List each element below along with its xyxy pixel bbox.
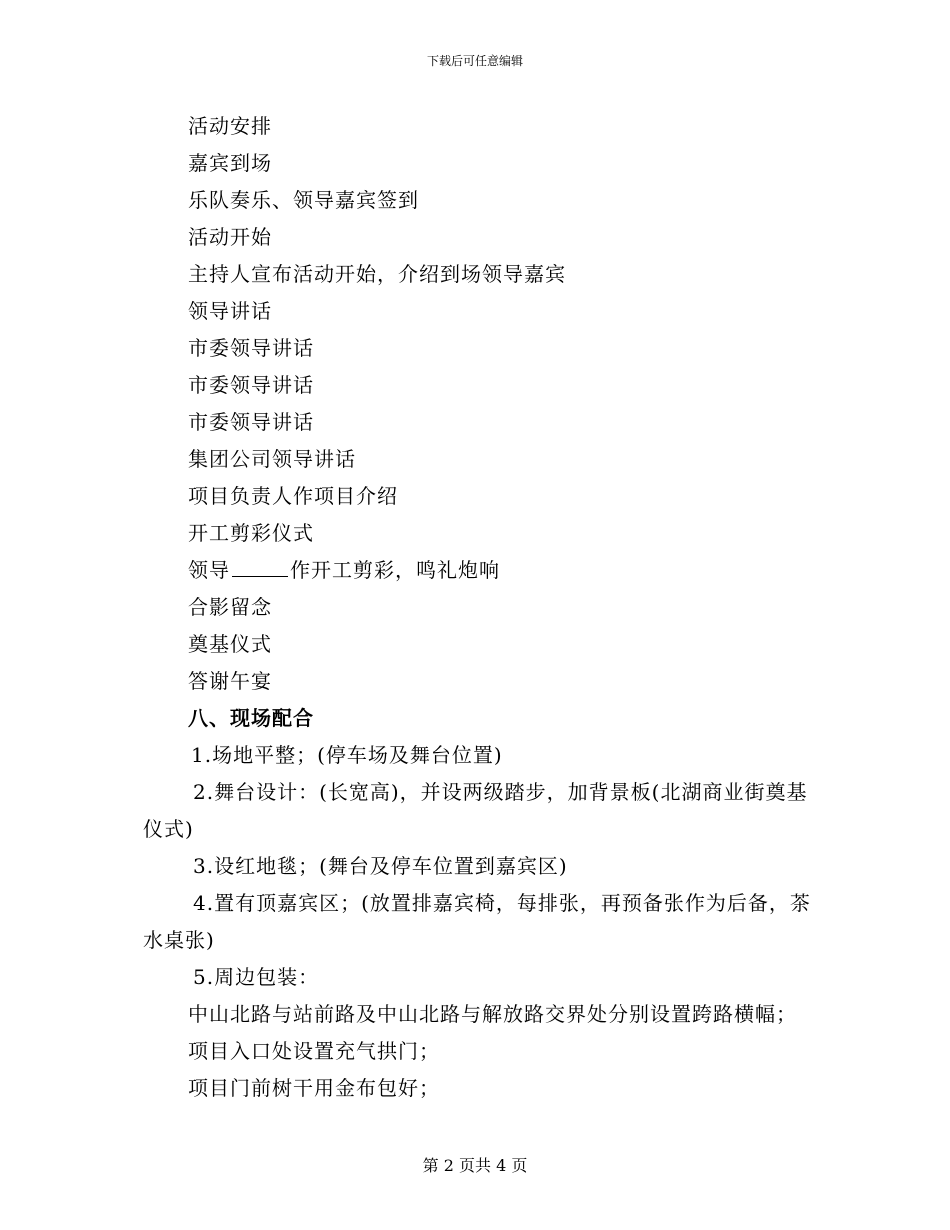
schedule-item: 奠基仪式 <box>188 632 272 656</box>
schedule-item: 活动开始 <box>188 225 272 249</box>
schedule-item: 集团公司领导讲话 <box>188 447 356 471</box>
schedule-item-ribbon <box>143 552 823 589</box>
paragraph-2: 2.舞台设计：(长宽高)，并设两级踏步，加背景板(北湖商业街奠基仪式) <box>143 780 808 841</box>
paragraph-5: 5.周边包装： <box>193 965 320 989</box>
paragraph-4: 4.置有顶嘉宾区；(放置排嘉宾椅，每排张，再预备张作为后备，茶水桌张) <box>143 891 811 952</box>
paragraph-3: 3.设红地毯；(舞台及停车位置到嘉宾区) <box>193 854 568 878</box>
schedule-item: 嘉宾到场 <box>188 151 272 175</box>
schedule-item: 市委领导讲话 <box>188 336 314 360</box>
schedule-item: 乐队奏乐、领导嘉宾签到 <box>188 188 419 212</box>
schedule-item: 答谢午宴 <box>188 669 272 693</box>
sub-item: 项目门前树干用金布包好； <box>188 1076 440 1100</box>
schedule-item: 市委领导讲话 <box>188 373 314 397</box>
schedule-item: 开工剪彩仪式 <box>188 521 314 545</box>
schedule-item: 活动安排 <box>188 114 272 138</box>
paragraph-1: 1.场地平整；(停车场及舞台位置) <box>191 743 503 767</box>
sub-item: 项目入口处设置充气拱门； <box>188 1039 440 1063</box>
section-heading: 八、现场配合 <box>188 706 314 730</box>
schedule-item: 领导讲话 <box>188 299 272 323</box>
schedule-item: 合影留念 <box>188 595 272 619</box>
schedule-item: 主持人宣布活动开始，介绍到场领导嘉宾 <box>188 262 566 286</box>
ribbon-suffix: 作开工剪彩，鸣礼炮响 <box>290 558 500 582</box>
fill-in-blank <box>232 558 288 577</box>
schedule-item: 项目负责人作项目介绍 <box>188 484 398 508</box>
sub-item: 中山北路与站前路及中山北路与解放路交界处分别设置跨路横幅； <box>188 1002 797 1026</box>
document-body <box>143 108 823 1107</box>
page-header: 下载后可任意编辑 <box>426 54 523 68</box>
page-footer: 第 2 页共 4 页 <box>422 1156 528 1175</box>
ribbon-prefix: 领导 <box>188 558 230 582</box>
schedule-item: 市委领导讲话 <box>188 410 314 434</box>
